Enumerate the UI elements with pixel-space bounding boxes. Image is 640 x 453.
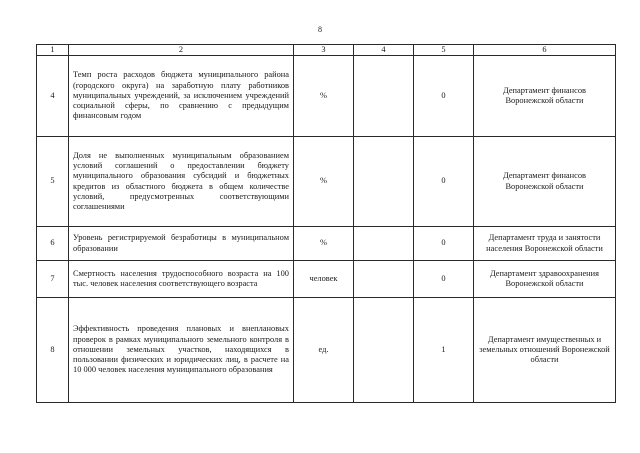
table-row <box>37 56 616 137</box>
indicators-table <box>36 44 616 403</box>
table-row <box>37 227 616 261</box>
row-number: 4 <box>37 56 69 137</box>
value-cell: 0 <box>414 227 474 261</box>
empty-cell <box>354 137 414 227</box>
value-cell: 0 <box>414 261 474 298</box>
header-cell: 4 <box>354 45 414 56</box>
department-cell: Департамент труда и занятости населения Воронежской области <box>474 227 616 261</box>
unit-cell: % <box>294 137 354 227</box>
indicator-description: Смертность населения трудоспособного возраста на 100 тыс. человек населения соответствующего возраста <box>69 261 294 298</box>
header-cell: 3 <box>294 45 354 56</box>
unit-cell: человек <box>294 261 354 298</box>
value-cell: 1 <box>414 298 474 403</box>
row-number: 5 <box>37 137 69 227</box>
indicator-description: Доля не выполненных муниципальным образованием условий соглашений о предоставлении бюджету муниципального образования субсидий и бюджетных кредитов из областного бюджета в общем количестве условий, предусмотренных соответствующими соглашениями <box>69 137 294 227</box>
department-cell: Департамент здравоохранения Воронежской области <box>474 261 616 298</box>
value-cell: 0 <box>414 137 474 227</box>
table-row <box>37 261 616 298</box>
department-cell: Департамент финансов Воронежской области <box>474 137 616 227</box>
indicator-description: Темп роста расходов бюджета муниципального района (городского округа) на заработную плату работников муниципальных учреждений, за исключением учреждений социальной сферы, по сравнению с предыдущим финансовым годом <box>69 56 294 137</box>
header-cell: 5 <box>414 45 474 56</box>
department-cell: Департамент финансов Воронежской области <box>474 56 616 137</box>
page-number: 8 <box>318 25 322 34</box>
header-cell: 1 <box>37 45 69 56</box>
table-row <box>37 298 616 403</box>
empty-cell <box>354 261 414 298</box>
unit-cell: % <box>294 227 354 261</box>
table-header-row <box>37 45 616 56</box>
header-cell: 2 <box>69 45 294 56</box>
empty-cell <box>354 56 414 137</box>
table-row <box>37 137 616 227</box>
indicator-description: Уровень регистрируемой безработицы в муниципальном образовании <box>69 227 294 261</box>
unit-cell: % <box>294 56 354 137</box>
empty-cell <box>354 227 414 261</box>
header-cell: 6 <box>474 45 616 56</box>
department-cell: Департамент имущественных и земельных отношений Воронежской области <box>474 298 616 403</box>
unit-cell: ед. <box>294 298 354 403</box>
row-number: 7 <box>37 261 69 298</box>
indicator-description: Эффективность проведения плановых и внеплановых проверок в рамках муниципального земельного контроля в отношении земельных участков, находящихся в пользовании физических и юридических лиц, в расчете на 10 000 человек населения муниципального образования <box>69 298 294 403</box>
row-number: 6 <box>37 227 69 261</box>
value-cell: 0 <box>414 56 474 137</box>
row-number: 8 <box>37 298 69 403</box>
empty-cell <box>354 298 414 403</box>
